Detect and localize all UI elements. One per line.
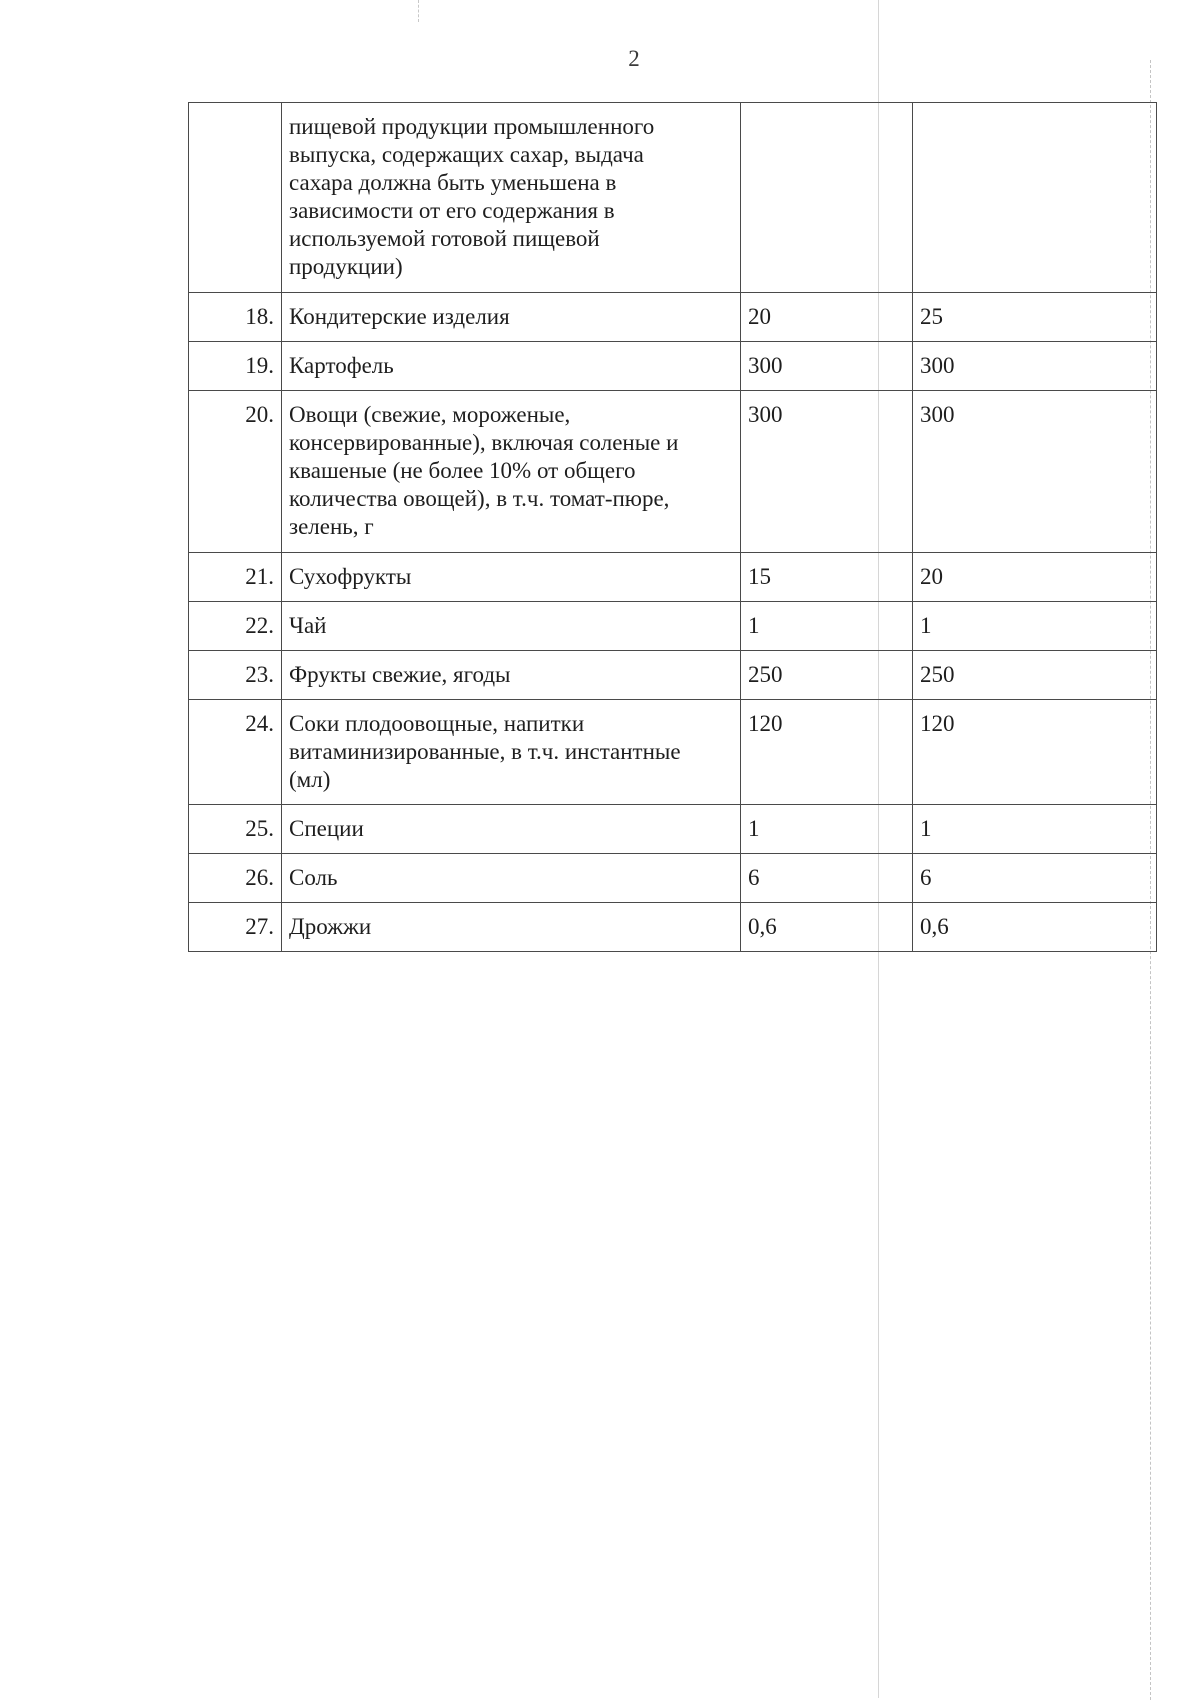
value-col-1: 6 [741,854,913,903]
row-number: 18. [189,293,282,342]
row-number: 21. [189,553,282,602]
table-row [189,805,1157,854]
row-number: 27. [189,903,282,952]
ration-table [188,102,1157,952]
row-number: 26. [189,854,282,903]
table-row [189,854,1157,903]
value-col-1: 120 [741,700,913,805]
value-col-1: 250 [741,651,913,700]
table-row [189,391,1157,553]
product-name: Картофель [282,342,741,391]
scan-artifact-line [418,0,419,22]
value-col-2: 300 [913,342,1157,391]
table-row [189,602,1157,651]
product-name: Овощи (свежие, мороженые, консервированные), включая соленые и квашеные (не более 10% от общего количества овощей), в т.ч. томат-пюре, зелень, г [282,391,741,553]
value-col-1: 300 [741,342,913,391]
table-row [189,553,1157,602]
row-number: 25. [189,805,282,854]
product-name: Специи [282,805,741,854]
value-col-2: 0,6 [913,903,1157,952]
value-col-1: 1 [741,602,913,651]
value-col-2: 1 [913,602,1157,651]
table-row [189,651,1157,700]
row-number: 22. [189,602,282,651]
value-col-2: 1 [913,805,1157,854]
table-row [189,700,1157,805]
page-number: 2 [628,46,640,71]
row-number: 20. [189,391,282,553]
product-name: Соки плодоовощные, напитки витаминизированные, в т.ч. инстантные (мл) [282,700,741,805]
value-col-1: 1 [741,805,913,854]
value-col-2: 25 [913,293,1157,342]
value-col-2: 300 [913,391,1157,553]
value-col-2: 120 [913,700,1157,805]
value-col-2: 6 [913,854,1157,903]
value-col-1: 300 [741,391,913,553]
table-row-continuation [189,103,1157,293]
value-col-2 [913,103,1157,293]
product-name: Кондитерские изделия [282,293,741,342]
product-name: пищевой продукции промышленного выпуска, содержащих сахар, выдача сахара должна быть уменьшена в зависимости от его содержания в используемой готовой пищевой продукции) [282,103,741,293]
row-number: 23. [189,651,282,700]
value-col-2: 20 [913,553,1157,602]
row-number: 24. [189,700,282,805]
value-col-1 [741,103,913,293]
product-name: Сухофрукты [282,553,741,602]
row-number: 19. [189,342,282,391]
value-col-1: 0,6 [741,903,913,952]
product-name: Соль [282,854,741,903]
value-col-1: 15 [741,553,913,602]
table-row [189,293,1157,342]
product-name: Фрукты свежие, ягоды [282,651,741,700]
value-col-1: 20 [741,293,913,342]
product-name: Дрожжи [282,903,741,952]
row-number [189,103,282,293]
value-col-2: 250 [913,651,1157,700]
table-row [189,903,1157,952]
table-row [189,342,1157,391]
product-name: Чай [282,602,741,651]
